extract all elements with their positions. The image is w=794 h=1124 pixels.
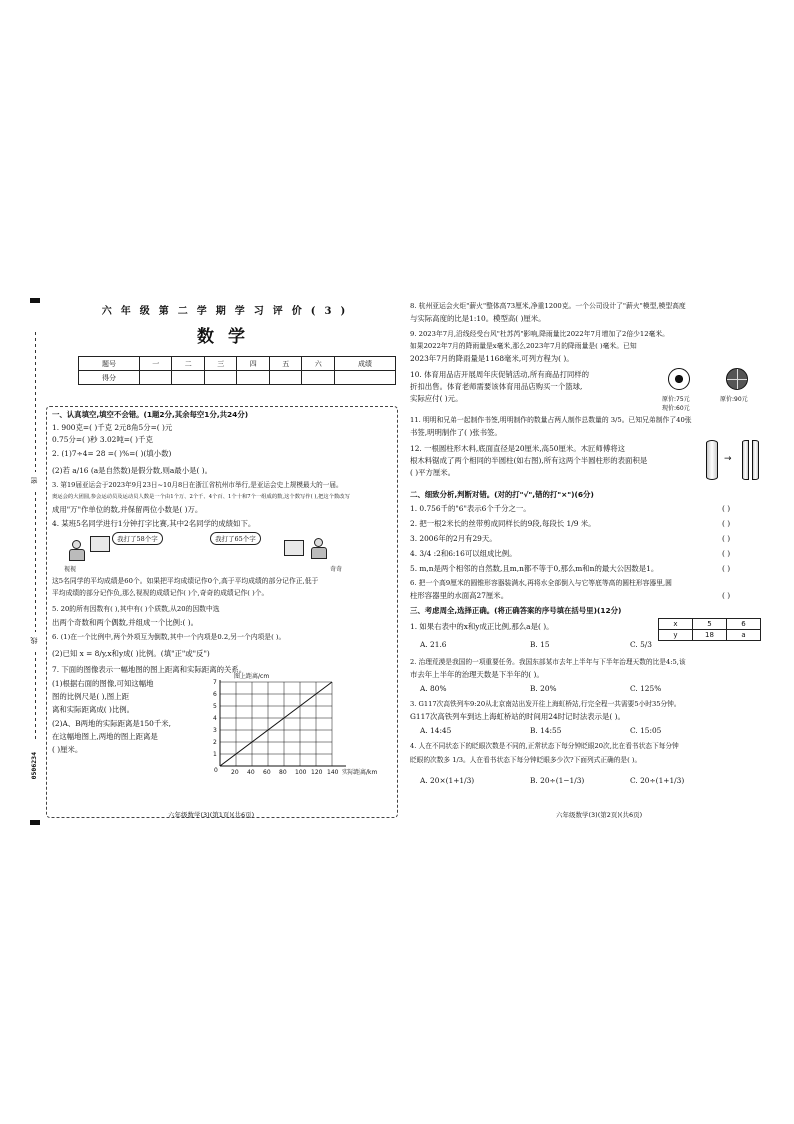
score-table (78, 356, 396, 385)
distance-graph (208, 670, 392, 778)
binding-dash (35, 652, 36, 742)
graph-xlabel: 实际距离/km (342, 769, 378, 776)
choice-question: G117次高铁列车到达上海虹桥站的时间用24时记时法表示是( )。 (410, 712, 625, 721)
score-cell[interactable] (172, 371, 205, 385)
half-cylinder-icon (742, 440, 749, 480)
question-line: 与实际高度的比是1:10。模型高( )厘米。 (410, 314, 546, 323)
binding-label: 线 (30, 637, 38, 644)
section-title: 一、认真填空,填空不会错。(1题2分,其余每空1分,共24分) (52, 410, 249, 419)
cylinder-icon (706, 440, 718, 480)
answer-blank[interactable]: ( ) (722, 564, 731, 573)
question-line: 7. 下面的图像表示一幅地图的图上距离和实际距离的关系。 (52, 665, 247, 674)
graph-x-tick: 100 (295, 769, 307, 776)
score-header: 题号 (79, 357, 140, 371)
judge-item: 4. 3/4 :2和6:16可以组成比例。 (410, 549, 517, 558)
question-line: (2)已知 x = 8/y,x和y成( )比例。(填"正"或"反") (52, 649, 210, 658)
question-line: 2023年7月的降雨量是1168毫米,可列方程为( )。 (410, 354, 574, 363)
speech-bubble: 我打了58个字 (112, 532, 163, 545)
question-line: 如果2022年7月的降雨量是x毫米,那么2023年7月的降雨量是( )毫米。已知 (410, 342, 637, 350)
choice-option[interactable]: A. 20×(1+1/3) (420, 776, 475, 785)
choice-option[interactable]: C. 125% (630, 684, 662, 693)
answer-blank[interactable]: ( ) (722, 519, 731, 528)
xy-cell: 18 (693, 630, 727, 641)
question-line: 书签,明明制作了( )张书签。 (410, 428, 502, 437)
graph-line (220, 682, 332, 766)
choice-option[interactable]: B. 20÷(1−1/3) (530, 776, 585, 785)
score-header: 六 (302, 357, 335, 371)
soccer-ball-icon (668, 368, 690, 390)
score-header: 四 (237, 357, 270, 371)
score-header: 三 (204, 357, 237, 371)
choice-option[interactable]: A. 14:45 (420, 726, 452, 735)
score-cell[interactable] (334, 371, 395, 385)
exam-title: 六年级第二学期学习评价(3) (101, 306, 355, 317)
student-name: 视视 (64, 566, 77, 573)
price-label: 原价:75元 (662, 396, 690, 403)
graph-x-tick: 80 (279, 769, 287, 776)
page-right (406, 300, 766, 820)
judge-item: 5. m,n是两个相邻的自然数,且m,n都不等于0,那么m和n的最大公因数是1。 (410, 564, 659, 573)
xy-cell: a (727, 630, 761, 641)
choice-option[interactable]: A. 80% (420, 684, 447, 693)
xy-cell: x (659, 619, 693, 630)
binding-dash (35, 492, 36, 632)
question-line: 出两个奇数和两个偶数,并组成一个比例:( )。 (52, 618, 198, 627)
question-line: 8. 杭州亚运会火炬"薪火"整体高73厘米,净重1200克。一个公司设计了"薪火"模型,模型高度 (410, 302, 686, 310)
student-icon (310, 538, 328, 560)
choice-question: 市去年上半年的治理天数是下半年的( )。 (410, 670, 544, 679)
choice-question: 3. G117次高铁列车9:20从北京南站出发开往上海虹桥站,行完全程一共需要5小时35分钟。 (410, 700, 681, 708)
choice-question: 4. 人在不同状态下的眨眼次数是不同的,正常状态下每分钟眨眼20次,比在看书状态下每分钟 (410, 742, 679, 750)
question-line: 奥运会的大团圆,参会运动员及运动员人数是一个由1个万、2个千、4个百、1个十和7个一组成的数,这个数写作( ),把这个数改写 (52, 494, 350, 500)
graph-y-tick: 6 (213, 691, 217, 698)
question-line: 根木料锯成了两个相同的半圆柱(如右图),所有这两个半圆柱形的表面积是 (410, 456, 648, 465)
half-cylinder-icon (752, 440, 759, 480)
graph-x-tick: 20 (231, 769, 239, 776)
answer-blank[interactable]: ( ) (722, 534, 731, 543)
choice-question: 2. 治理荒漠是我国的一项重要任务。我国东部某市去年上半年与下半年治理天数的比是4:5,该 (410, 658, 686, 666)
xy-cell: 6 (727, 619, 761, 630)
score-header: 一 (139, 357, 172, 371)
question-line: 平均成绩的部分记作负,那么视视的成绩记作( )个,奇奇的成绩记作( )个。 (52, 589, 269, 597)
question-line: ( )平方厘米。 (410, 468, 456, 477)
graph-ylabel: 图上距离/cm (234, 673, 270, 680)
graph-x-tick: 140 (327, 769, 339, 776)
exam-sheet (28, 292, 768, 828)
judge-item: 柱形容器里的水面高27厘米。 (410, 591, 509, 600)
graph-y-tick: 2 (213, 739, 217, 746)
question-line: 10. 体育用品店开展周年庆促销活动,所有商品打同样的 (410, 370, 590, 379)
graph-y-tick: 3 (213, 727, 217, 734)
choice-option[interactable]: B. 15 (530, 640, 550, 649)
paper-code: 0506234 (30, 752, 38, 780)
question-line: 2. (1)7÷4= 28 =( )%=( )(填小数) (52, 449, 172, 458)
question-line: 实际应付( )元。 (410, 394, 463, 403)
choice-option[interactable]: C. 15:05 (630, 726, 662, 735)
choice-option[interactable]: C. 5/3 (630, 640, 652, 649)
question-line: 5. 20的所有因数有( ),其中有( )个质数,从20的因数中选 (52, 605, 220, 613)
computer-icon (284, 540, 304, 556)
section-title: 二、细致分析,判断对错。(对的打"√",错的打"×")(6分) (410, 490, 594, 499)
binding-dash (35, 332, 36, 472)
question-line: 3. 第19届亚运会于2023年9月23日~10月8日在浙江省杭州市举行,是亚运会史上规模最大的一届。 (52, 481, 343, 489)
graph-y-tick: 5 (213, 703, 217, 710)
score-header: 成绩 (334, 357, 395, 371)
speech-bubble: 我打了65个字 (210, 532, 261, 545)
graph-origin: 0 (214, 767, 218, 774)
graph-x-tick: 60 (263, 769, 271, 776)
choice-option[interactable]: C. 20÷(1+1/3) (630, 776, 685, 785)
choice-option[interactable]: B. 14:55 (530, 726, 562, 735)
question-line: 这5名同学的平均成绩是60个。如果把平均成绩记作0个,高于平均成绩的部分记作正,低于 (52, 577, 319, 585)
corner-mark (30, 820, 40, 825)
student-icon (68, 540, 86, 562)
judge-item: 6. 把一个高9厘米的圆锥形容器装满水,再将水全部倒入与它等底等高的圆柱形容器里,圆 (410, 579, 672, 587)
judge-item: 2. 把一根2米长的丝带剪成同样长的9段,每段长 1/9 米。 (410, 519, 596, 528)
xy-cell: y (659, 630, 693, 641)
page-footer: 六年级数学(3)(第2页)(共6页) (556, 811, 643, 819)
graph-x-tick: 120 (311, 769, 323, 776)
answer-blank[interactable]: ( ) (722, 504, 731, 513)
question-line: 离和实际距离成( )比例。 (52, 705, 135, 714)
section-title: 三、考虑周全,选择正确。(将正确答案的序号填在括号里)(12分) (410, 606, 622, 615)
price-label: 原价:90元 (720, 396, 748, 403)
question-line: 4. 某班5名同学进行1分钟打字比赛,其中2名同学的成绩如下。 (52, 519, 256, 528)
basketball-icon (726, 368, 748, 390)
question-line: 0.75分=( )秒 3.02吨=( )千克 (52, 435, 153, 444)
question-line: ( )厘米。 (52, 745, 83, 754)
score-cell[interactable] (237, 371, 270, 385)
question-line: 12. 一根圆柱形木料,底面直径是20厘米,高50厘米。木匠师傅将这 (410, 444, 625, 453)
question-line: 在这幅地图上,两地的图上距离是 (52, 732, 158, 741)
page-left (38, 300, 396, 820)
choice-question: 眨眼的次数多 1/3。人在看书状态下每分钟眨眼多少次?下面列式正确的是( )。 (410, 756, 642, 764)
question-line: (2)A、B两地的实际距离是150千米, (52, 719, 171, 728)
judge-item: 1. 0.756千的"6"表示6个千分之一。 (410, 504, 531, 513)
graph-x-tick: 40 (247, 769, 255, 776)
question-line: 6. (1)在一个比例中,两个外项互为倒数,其中一个内项是0.2,另一个内项是( )。 (52, 633, 286, 641)
question-line: (1)根据右面的图像,可知这幅地 (52, 679, 154, 688)
arrow-right-icon: → (724, 454, 732, 464)
binding-label: 密 (30, 477, 38, 484)
question-line: 1. 900克=( )千克 2元8角5分=( )元 (52, 423, 173, 432)
graph-y-tick: 7 (213, 679, 217, 686)
question-line: 成用"万"作单位的数,并保留两位小数是( )万。 (52, 505, 203, 514)
question-line: 11. 明明和兄弟一起制作书签,明明制作的数量占两人制作总数量的 3/5。已知兄弟制作了40张 (410, 416, 692, 424)
score-cell[interactable] (302, 371, 335, 385)
choice-option[interactable]: B. 20% (530, 684, 557, 693)
question-line: 9. 2023年7月,沿线经受台风"杜苏芮"影响,降雨量比2022年7月增加了2倍少12毫米。 (410, 330, 669, 338)
choice-option[interactable]: A. 21.6 (420, 640, 447, 649)
choice-question: 1. 如果右表中的x和y成正比例,那么a是( )。 (410, 622, 554, 631)
answer-blank[interactable]: ( ) (722, 549, 731, 558)
xy-cell: 5 (693, 619, 727, 630)
judge-item: 3. 2006年的2月有29天。 (410, 534, 497, 543)
question-line: 折扣出售。体育老师需要该体育用品店购买一个篮球, (410, 382, 583, 391)
price-label: 现价:60元 (662, 405, 690, 412)
score-row-label: 得分 (79, 371, 140, 385)
score-cell[interactable] (269, 371, 302, 385)
page-footer: 六年级数学(3)(第1页)(共6页) (168, 811, 255, 819)
graph-y-tick: 4 (213, 715, 217, 722)
graph-y-tick: 1 (213, 751, 217, 758)
xy-table (658, 618, 761, 641)
question-line: 图的比例尺是( ),图上距 (52, 692, 129, 701)
answer-blank[interactable]: ( ) (722, 591, 731, 600)
score-header: 五 (269, 357, 302, 371)
score-cell[interactable] (139, 371, 172, 385)
student-name: 奇奇 (330, 566, 343, 573)
score-header: 二 (172, 357, 205, 371)
computer-icon (90, 536, 110, 552)
subject-title: 数学 (197, 327, 259, 347)
score-cell[interactable] (204, 371, 237, 385)
question-line: (2)若 a/16 (a是自然数)是假分数,则a最小是( )。 (52, 466, 212, 475)
